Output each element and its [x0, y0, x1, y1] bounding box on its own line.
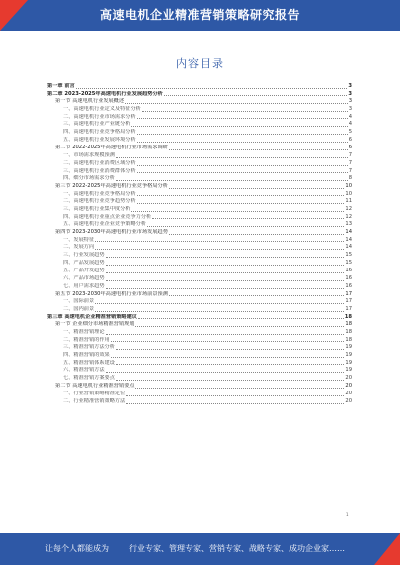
toc-entry[interactable] [47, 221, 352, 229]
toc-leader-dots [95, 311, 344, 312]
toc-entry[interactable] [47, 183, 352, 191]
toc-entry-label: 五、高速电机行业发展环境分析 [63, 136, 136, 143]
toc-entry-page: 18 [344, 313, 352, 320]
toc-entry-label: 第五节 2023-2030年高速电机行业市场前景预测 [55, 290, 168, 297]
toc-entry[interactable] [47, 121, 352, 129]
toc-entry-label: 一、市场需求规模预测 [63, 152, 115, 159]
toc-entry[interactable] [47, 398, 352, 406]
toc-entry-page: 14 [345, 244, 352, 251]
toc-entry-label: 三、精准营销方法分析 [63, 344, 115, 351]
toc-entry-page: 14 [345, 229, 352, 236]
toc-entry[interactable] [47, 229, 352, 237]
footer-accent-triangle [374, 533, 400, 565]
toc-entry-page: 10 [345, 190, 352, 197]
toc-leader-dots [137, 165, 348, 166]
toc-entry-label: 五、产品开发趋势 [63, 267, 105, 274]
toc-leader-dots [106, 288, 345, 289]
toc-entry-label: 五、高速电机行业企业竞争策略分析 [63, 221, 147, 228]
toc-entry[interactable] [47, 198, 352, 206]
toc-entry-label: 第二节 高速电机行业精准营销要点 [55, 382, 135, 389]
toc-entry-page: 17 [345, 305, 352, 312]
toc-entry-page: 19 [345, 367, 352, 374]
toc-entry[interactable] [47, 252, 352, 260]
toc-leader-dots [106, 280, 345, 281]
toc-entry[interactable] [47, 175, 352, 183]
toc-entry-label: 二、高速电机行业竞争趋势分析 [63, 198, 136, 205]
toc-leader-dots [116, 349, 345, 350]
toc-leader-dots [111, 357, 345, 358]
toc-entry-page: 19 [345, 352, 352, 359]
toc-entry-label: 六、精准营销方法 [63, 367, 105, 374]
toc-leader-dots [116, 380, 345, 381]
toc-leader-dots [137, 118, 348, 119]
toc-entry-label: 六、产品市场趋势 [63, 275, 105, 282]
toc-entry[interactable] [47, 214, 352, 222]
toc-entry-label: 三、高速电机行业集中度分析 [63, 206, 131, 212]
toc-leader-dots [95, 303, 344, 304]
toc-leader-dots [106, 334, 345, 335]
toc-leader-dots [152, 218, 344, 219]
toc-entry-label: 一、国际前景 [63, 298, 95, 305]
toc-entry[interactable] [47, 283, 352, 291]
toc-entry-label: 第四节 2023-2030年高速电机行业市场发展趋势 [55, 229, 168, 236]
toc-entry-label: 第二章 2023-2025年高速电机行业发展趋势分析 [47, 90, 163, 97]
toc-entry-page: 13 [345, 221, 352, 228]
toc-entry-label: 一、高速电机行业竞争格局分析 [63, 190, 136, 197]
toc-entry-label: 三、高速电机行业产业链分析 [63, 121, 131, 128]
toc-leader-dots [169, 234, 344, 235]
toc-entry-page: 15 [345, 252, 352, 259]
toc-entry-page: 19 [345, 359, 352, 366]
toc-entry[interactable] [47, 114, 352, 122]
toc-entry-page: 12 [345, 213, 352, 220]
toc-entry-label: 二、精准营销的作用 [63, 336, 110, 343]
toc-entry[interactable] [47, 391, 352, 399]
toc-entry-page: 3 [348, 106, 352, 113]
toc-entry-page: 5 [348, 129, 352, 136]
toc-entry-page: 12 [345, 206, 352, 212]
toc-entry[interactable] [47, 344, 352, 352]
toc-entry[interactable] [47, 168, 352, 176]
toc-leader-dots [126, 403, 344, 404]
toc-entry-page: 14 [345, 236, 352, 243]
toc-leader-dots [135, 388, 344, 389]
toc-entry-label: 第二节 2022-2025年高速电机行业市场需求调研 [55, 144, 168, 151]
toc-entry-label: 第三章 高速电机企业精准营销策略建议 [47, 313, 137, 320]
toc-entry[interactable] [47, 106, 352, 114]
toc-entry-page: 10 [345, 182, 352, 189]
toc-entry-page: 20 [345, 375, 352, 382]
toc-entry-page: 18 [345, 321, 352, 328]
toc-entry-page: 15 [345, 259, 352, 266]
toc-entry-label: 二、高速电机行业消费区域分析 [63, 159, 136, 166]
header-banner [0, 0, 400, 31]
toc-entry-page: 7 [348, 159, 352, 166]
toc-entry[interactable] [47, 306, 352, 314]
toc-entry[interactable] [47, 191, 352, 199]
toc-entry-page: 18 [345, 329, 352, 335]
toc-leader-dots [131, 126, 347, 127]
toc-entry-page: 4 [348, 113, 352, 120]
toc-leader-dots [137, 195, 345, 196]
toc-entry-label: 三、高速电机行业消费群体分析 [63, 167, 136, 174]
footer-slogan [45, 543, 345, 554]
toc-entry[interactable] [47, 298, 352, 306]
toc-entry[interactable] [47, 206, 352, 214]
toc-entry-label: 二、发展方向 [63, 244, 95, 251]
toc-entry-page: 11 [345, 198, 352, 205]
toc-entry-page: 16 [345, 267, 352, 274]
report-title: 高速电机企业精准营销策略研究报告 [99, 8, 300, 22]
toc-leader-dots [116, 180, 348, 181]
toc-entry-label: 四、产品发展趋势 [63, 259, 105, 266]
toc-entry[interactable] [47, 314, 352, 322]
toc-entry-label: 一、发展特征 [63, 236, 95, 243]
toc-leader-dots [169, 295, 344, 296]
toc-entry[interactable] [47, 291, 352, 299]
toc-entry-page: 4 [348, 121, 352, 128]
toc-leader-dots [142, 111, 348, 112]
toc-entry-page: 17 [345, 298, 352, 305]
toc-entry-label: 七、用户需求趋势 [63, 282, 105, 289]
toc-entry[interactable] [47, 337, 352, 345]
page-marker: 1 [346, 512, 349, 517]
toc-entry-page: 20 [345, 398, 352, 405]
toc-leader-dots [137, 134, 348, 135]
toc-leader-dots [147, 226, 344, 227]
toc-entry-label: 第一节 高速电机行业发展概述 [55, 98, 125, 105]
toc-leader-dots [137, 172, 348, 173]
toc-leader-dots [106, 372, 345, 373]
footer-slogan-roles: 行业专家、管理专家、营销专家、战略专家、成功企业家…… [129, 544, 345, 553]
toc-entry[interactable] [47, 145, 352, 153]
toc-entry[interactable] [47, 352, 352, 360]
toc-entry[interactable] [47, 237, 352, 245]
toc-entry[interactable] [47, 275, 352, 283]
toc-entry-label: 二、国内前景 [63, 305, 95, 312]
toc-entry-label: 四、细分市场需求分析 [63, 175, 115, 182]
toc-entry-label: 五、精准营销体系建设 [63, 359, 115, 366]
toc-entry[interactable] [47, 83, 352, 91]
toc-leader-dots [125, 103, 348, 104]
toc-entry[interactable] [47, 152, 352, 160]
toc-entry[interactable] [47, 329, 352, 337]
toc-entry-label: 一、高速电机行业定义及特征分析 [63, 106, 141, 113]
toc-leader-dots [135, 326, 344, 327]
toc-entry[interactable] [47, 260, 352, 268]
toc-leader-dots [76, 88, 348, 89]
toc-entry[interactable] [47, 244, 352, 252]
toc-entry[interactable] [47, 360, 352, 368]
toc-entry[interactable] [47, 367, 352, 375]
toc-leader-dots [169, 188, 344, 189]
toc-entry-label: 四、精准营销的效果 [63, 352, 110, 359]
toc-entry-label: 一、精准营销理论 [63, 329, 105, 335]
toc-entry[interactable] [47, 129, 352, 137]
toc-entry-page: 8 [348, 175, 352, 182]
toc-entry-page: 7 [348, 167, 352, 174]
toc-entry-page: 3 [348, 83, 352, 89]
toc-leader-dots [131, 211, 344, 212]
toc-entry-page: 3 [348, 98, 352, 105]
toc-entry-label: 三、行业发展趋势 [63, 252, 105, 259]
toc-leader-dots [137, 203, 345, 204]
toc-leader-dots [95, 241, 344, 242]
toc-entry-page: 16 [345, 282, 352, 289]
toc-entry-page: 17 [345, 290, 352, 297]
toc-entry-label: 四、高速电机行业竞争格局分析 [63, 129, 136, 136]
toc-heading: 内容目录 [176, 57, 224, 70]
toc-entry[interactable] [47, 321, 352, 329]
toc-entry-label: 第一章 前言 [47, 83, 75, 89]
toc-leader-dots [169, 149, 348, 150]
toc-entry-label: 一、行业营销策略精准定位 [63, 390, 126, 397]
toc-entry-page: 16 [345, 275, 352, 282]
toc-entry-page: 18 [345, 336, 352, 343]
toc-entry-page: 6 [348, 144, 352, 151]
toc-entry-page: 20 [345, 390, 352, 397]
toc-entry-page: 3 [348, 90, 352, 97]
toc-leader-dots [106, 272, 345, 273]
toc-leader-dots [137, 142, 348, 143]
table-of-contents [47, 83, 352, 406]
toc-entry-label: 二、高速电机行业市场需求分析 [63, 113, 136, 120]
toc-entry-label: 四、高速电机行业重点企业竞争力分析 [63, 213, 152, 220]
toc-entry[interactable] [47, 160, 352, 168]
toc-leader-dots [164, 95, 348, 96]
toc-entry-label: 二、行业精准营销策略方法 [63, 398, 126, 405]
toc-entry-page: 19 [345, 344, 352, 351]
toc-entry-label: 第三节 2022-2025年高速电机行业竞争格局分析 [55, 182, 168, 189]
toc-leader-dots [116, 364, 345, 365]
toc-leader-dots [116, 157, 348, 158]
toc-leader-dots [138, 318, 344, 319]
toc-entry-label: 第一节 企业细分市场精准营销规划 [55, 321, 135, 328]
toc-entry-page: 7 [348, 152, 352, 159]
toc-entry[interactable] [47, 98, 352, 106]
toc-leader-dots [106, 257, 345, 258]
footer-banner [0, 533, 400, 565]
toc-entry[interactable] [47, 268, 352, 276]
toc-entry-page: 6 [348, 136, 352, 143]
toc-entry[interactable] [47, 383, 352, 391]
toc-leader-dots [126, 395, 344, 396]
toc-entry-label: 七、精准营销方案要点 [63, 375, 115, 382]
toc-leader-dots [106, 265, 345, 266]
toc-entry-page: 20 [345, 382, 352, 389]
toc-leader-dots [95, 249, 344, 250]
toc-entry[interactable] [47, 137, 352, 145]
toc-leader-dots [111, 341, 345, 342]
toc-entry[interactable] [47, 375, 352, 383]
toc-entry[interactable] [47, 91, 352, 99]
footer-slogan-lead: 让每个人都能成为 [45, 544, 109, 553]
